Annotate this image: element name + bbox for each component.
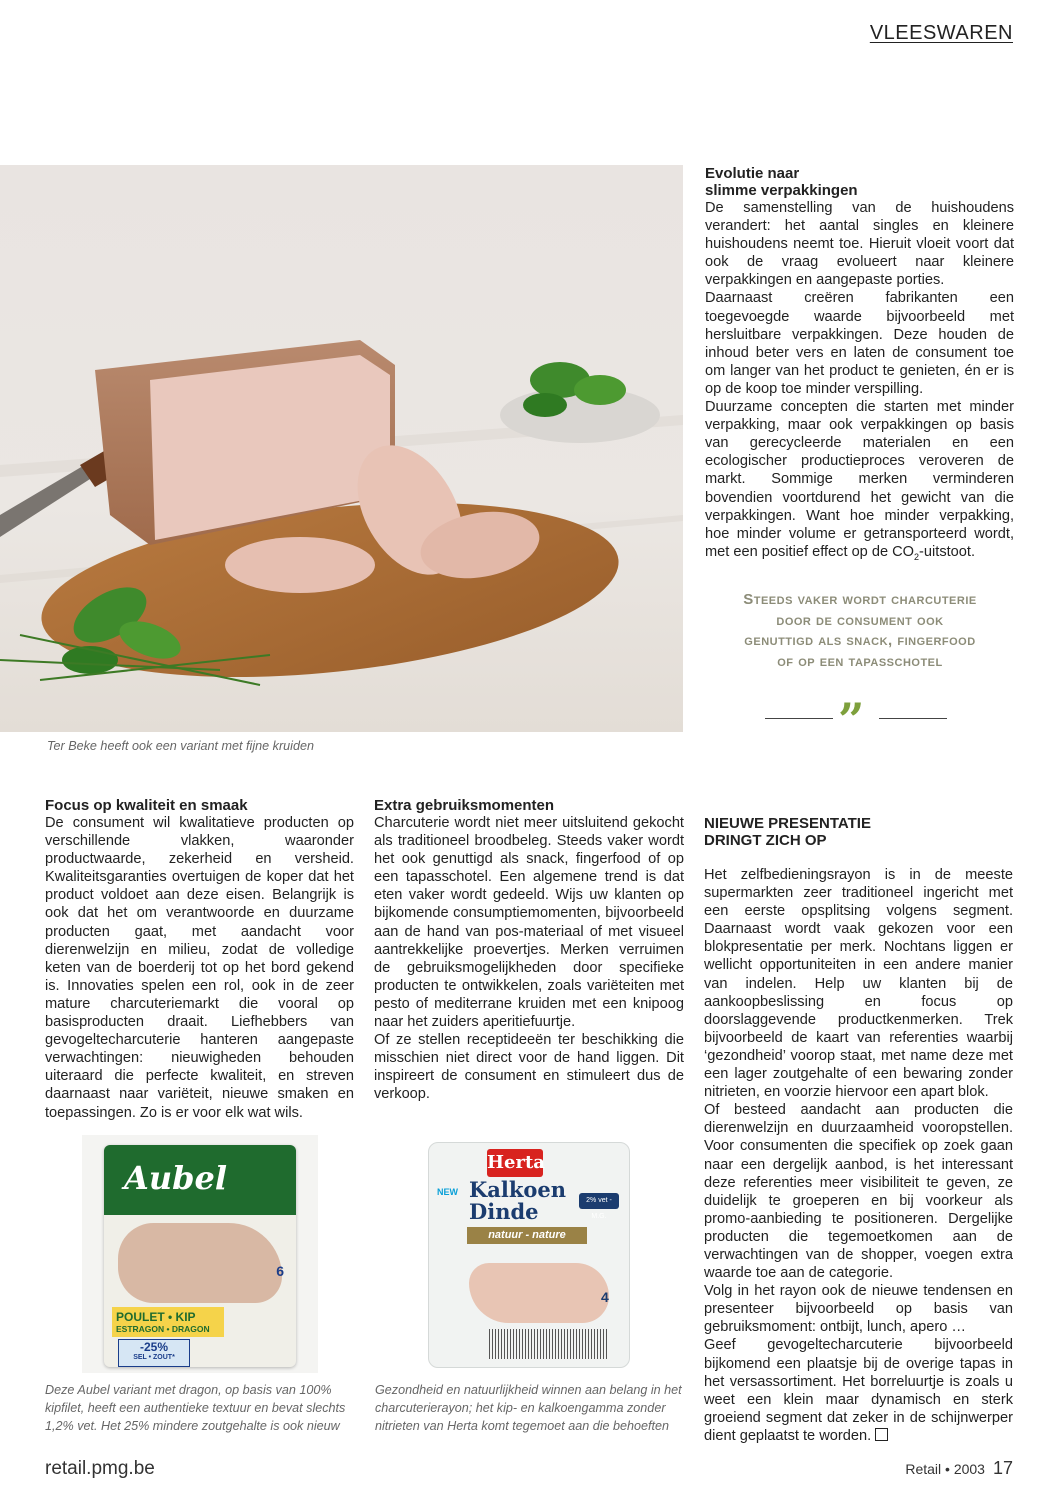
aubel-flavor: ESTRAGON • DRAGON [116,1324,210,1334]
herta-package [428,1142,630,1368]
herta-caption: Gezondheid en natuurlijkheid winnen aan belang in het charcuterierayon; het kip- en kalkoengamma zonder nitrieten van Herta komt tegemoet aan die behoeften [375,1383,682,1433]
footer-site[interactable]: retail.pmg.be [45,1458,155,1479]
herta-line1: Kalkoen [469,1177,567,1202]
hero-photo-illustration [0,165,683,732]
herta-new-badge: NEW [437,1187,458,1197]
col3-last-text: Geef gevogeltecharcuterie bijvoorbeeld bijkomend een plaatsje bij de overige tapas in het versassortiment. Het borreluurtje is zoals u weet een klein maar dynamisch en sterk groeiend segment dat zeker in de schijnwerper dient geplaatst te worden. [704,1337,1013,1444]
hero-photo [0,165,683,732]
pull-quote-line4: of op een tapasschotel [777,652,943,670]
aubel-salt: -25% [139,1340,168,1354]
aubel-package [104,1145,296,1367]
right-paragraph-3 [705,398,1014,566]
column-3 [704,815,1013,1445]
aubel-label-box [112,1307,224,1337]
col3-paragraph-2: Of besteed aandacht aan producten die dierenwelzijn en duurzaamheid vooropstellen. Voor consumenten die specifiek op zoek gaan naar een dergelijk aanbod, is het interessant deze referenties meer visibiliteit te geven, ze duidelijk te groeperen en bij voorkeur als promo-aanbieding te positioneren. Dergelijke producten die tegemoetkomen aan de verwachtingen van de shopper, voegen extra waarde toe aan de categorie. [704,1102,1013,1282]
col1-text: De consument wil kwalitatieve producten op verschillende vlakken, waaronder productwaarde, zekerheid en versheid. Kwaliteitsgaranties overtuigen de koper dat het product voldoet aan deze eisen. Belangrijk is ook dat het om verantwoorde en duurzame producten gaat, met aandacht voor dierenwelzijn en milieu, zodat de volledige keten van de boerderij tot op het bord gekend is. Innovaties spelen een rol, ook in de zeer mature charcuteriemarkt die vooral op basisproducten draait. Liefhebbers van gevogeltecharcuterie hanteren aangepaste verwachtingen: nieuwigheden behouden uiteraard die perfecte kwaliteit, en streven daarnaast naar variëteit, nieuwe smaken en toepassingen. Zo is er voor elk wat wils. [45,815,354,1121]
col1-heading: Focus op kwaliteit en smaak [45,797,248,814]
herta-sub: natuur - nature [467,1227,587,1244]
footer-issue-label: Retail • 2003 [905,1461,985,1477]
herta-food-image [469,1263,609,1323]
aubel-caption: Deze Aubel variant met dragon, op basis van 100% kipfilet, heeft een authentieke textuur en bevat slechts 1,2% vet. Het 25% mindere zoutgehalte is ook nieuw [45,1383,346,1433]
co2-subscript: 2 [914,551,920,562]
pull-quote-line2: door de consument ook [776,611,944,629]
herta-product-photo [418,1138,638,1370]
hero-caption: Ter Beke heeft ook een variant met fijne kruiden [47,739,314,753]
herta-count: 4 [601,1289,609,1305]
col3-paragraph-4 [704,1336,1013,1445]
end-square-icon [875,1428,888,1441]
aubel-count: 6 [276,1263,284,1279]
col2-paragraph-2: Of ze stellen receptideeën ter beschikking die misschien niet direct voor de hand liggen. Dit inspireert de consument en stimuleert dus de verkoop. [374,1032,684,1103]
quote-rule-left [765,718,833,719]
col2-paragraph-1: Charcuterie wordt niet meer uitsluitend gekocht als traditioneel broodbeleg. Steeds vaker wordt het ook genuttigd als snack, fingerfood of op een tapasschotel. Een algemene trend is dat eten vaker wordt gedeeld. Wijs uw klanten op bijkomende consumptiemomenten, bijvoorbeeld aan de hand van pos-materiaal of met visueel aantrekkelijke proevertjes. Merken verruimen de gebruiksmogelijkheden door specifieke producten te ontwikkelen, zoals variëteiten met pesto of mediterrane kruiden met een knipoog naar het zuiders aperitiefuurtje. [374,815,684,1031]
section-tag: VLEESWAREN [869,22,1013,44]
col3-paragraph-1: Het zelfbedieningsrayon is in de meeste supermarkten zeer traditioneel ingericht met een eerste opsplitsing volgens segment. Daarnaast wordt vaak gekozen voor een blokpresentatie per merk. Nochtans liggen er wellicht opportuniteiten in een andere manier van indelen. Help uw klanten bij de aankoopbeslissing en focus op doorslaggevende productkenmerken. Trek bijvoorbeeld de kaart van referenties waarbij ‘gezondheid’ voorop staat, met name deze met een lager zoutgehalte of een bewaring zonder nitrieten, en voorzie hiervoor een apart blok. [704,867,1013,1101]
aubel-product-photo [82,1135,318,1373]
col2-heading: Extra gebruiksmomenten [374,797,555,814]
aubel-salt-badge [118,1339,190,1367]
right-paragraph-1: De samenstelling van de huishoudens verandert: het aantal singles en kleinere huishoudens neemt toe. Hieruit vloeit voort dat ook de vraag evolueert naar kleinere verpakkingen en aangepaste porties. [705,200,1014,289]
herta-fine-print [489,1329,609,1359]
page-number: 17 [992,1458,1013,1478]
aubel-product: POULET • KIP [116,1310,196,1324]
aubel-food-image [118,1223,282,1303]
col3-paragraph-3: Volg in het rayon ook de nieuwe tendensen en presenteer bijvoorbeeld op basis van gebruiksmoment: ontbijt, lunch, apero … [704,1283,1013,1336]
quote-rule-right [879,718,947,719]
right-article [705,165,1014,566]
footer-issue [905,1458,1013,1479]
column-1 [45,797,354,1122]
pull-quote-line1: Steeds vaker wordt charcuterie [743,591,977,608]
quote-mark-icon: ” [838,693,865,747]
pull-quote [705,590,1015,672]
pull-quote-line3: genuttigd als snack, fingerfood [744,632,976,649]
right-heading-line2: slimme verpakkingen [705,182,858,199]
aubel-salt-sub: SEL • ZOUT* [133,1354,175,1361]
herta-line2: Dinde [469,1199,539,1224]
right-paragraph-3-end: -uitstoot. [919,543,976,560]
herta-brand: Herta [487,1149,543,1177]
col3-heading-line2: DRINGT ZICH OP [704,832,827,849]
right-heading-line1: Evolutie naar [705,165,800,182]
column-2 [374,797,684,1104]
aubel-brand: Aubel [124,1159,227,1197]
right-paragraph-3-text: Duurzame concepten die starten met minder verpakking, maar ook verpakkingen op basis van gerecycleerde materialen en een ecologischer productieproces veroveren de markt. Sommige merken verminderen bovendien voortdurend het gewicht van die verpakkingen. Want hoe minder verpakking, hoe minder volume er getransporteerd wordt, met een positief effect op de CO [705,399,1014,560]
herta-fat: 2% vet - M.G. [579,1193,619,1209]
col3-heading-line1: NIEUWE PRESENTATIE [704,815,871,832]
right-paragraph-2: Daarnaast creëren fabrikanten een toegevoegde waarde bijvoorbeeld met hersluitbare verpakkingen. Deze houden de inhoud beter vers en laten de consument toe om langer van het product te genieten, én er is op de koop toe minder verspilling. [705,290,1014,397]
